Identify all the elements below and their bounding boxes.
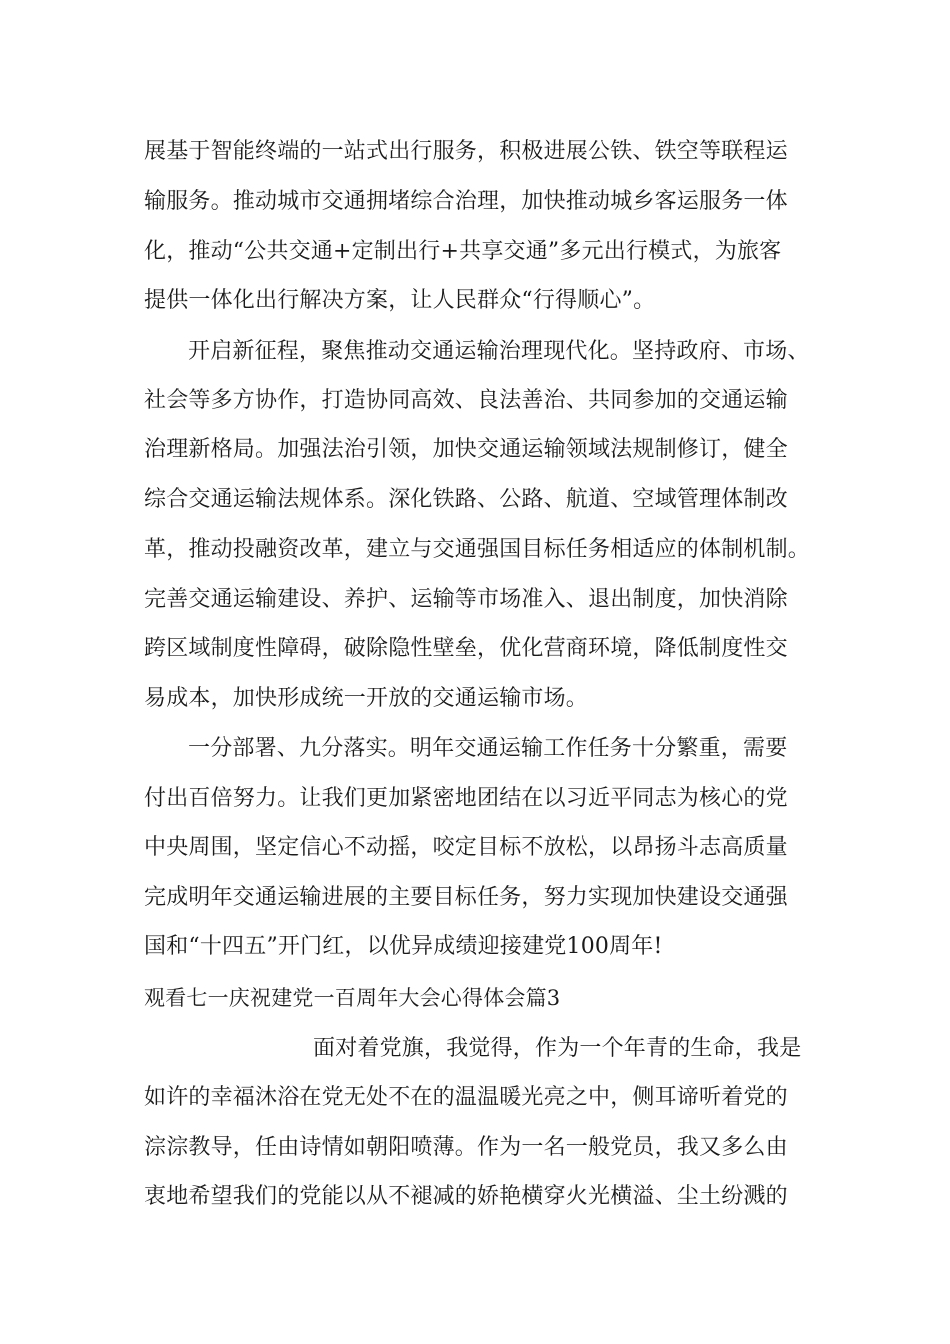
paragraph-line: 提供一体化出行解决方案，让人民群众“行得顺心”。 (144, 288, 656, 313)
section-heading: 观看七一庆祝建党一百周年大会心得体会篇3 (144, 986, 561, 1010)
paragraph-line: 化，推动“公共交通+定制出行+共享交通”多元出行模式，为旅客 (144, 239, 782, 264)
paragraph-line: 跨区域制度性障碍，破除隐性壁垒，优化营商环境，降低制度性交 (144, 636, 788, 661)
paragraph-line: 综合交通运输法规体系。深化铁路、公路、航道、空域管理体制改 (144, 487, 788, 512)
paragraph-line: 面对着党旗，我觉得，作为一个年青的生命，我是 (313, 1036, 802, 1061)
paragraph-line: 衷地希望我们的党能以从不褪减的娇艳横穿火光横溢、尘土纷溅的 (144, 1184, 788, 1209)
paragraph-line: 治理新格局。加强法治引领，加快交通运输领域法规制修订，健全 (144, 437, 788, 462)
paragraph-line: 易成本，加快形成统一开放的交通运输市场。 (144, 686, 589, 711)
paragraph-line: 如许的幸福沐浴在党无处不在的温温暖光亮之中，侧耳谛听着党的 (144, 1085, 788, 1110)
paragraph-line: 展基于智能终端的一站式出行服务，积极进展公铁、铁空等联程运 (144, 139, 788, 164)
paragraph-line: 革，推动投融资改革，建立与交通强国目标任务相适应的体制机制。 (144, 537, 811, 562)
paragraph-line: 完成明年交通运输进展的主要目标任务，努力实现加快建设交通强 (144, 885, 788, 910)
paragraph-line: 淙淙教导，任由诗情如朝阳喷薄。作为一名一般党员，我又多么由 (144, 1135, 788, 1160)
paragraph-line: 开启新征程，聚焦推动交通运输治理现代化。坚持政府、市场、 (188, 339, 810, 364)
paragraph-line: 中央周围，坚定信心不动摇，咬定目标不放松，以昂扬斗志高质量 (144, 835, 788, 860)
paragraph-line: 国和“十四五”开门红，以优异成绩迎接建党100周年! (144, 934, 663, 959)
paragraph-line: 一分部署、九分落实。明年交通运输工作任务十分繁重，需要 (188, 736, 788, 761)
paragraph-line: 付出百倍努力。让我们更加紧密地团结在以习近平同志为核心的党 (144, 786, 788, 811)
paragraph-line: 完善交通运输建设、养护、运输等市场准入、退出制度，加快消除 (144, 587, 788, 612)
paragraph-line: 输服务。推动城市交通拥堵综合治理，加快推动城乡客运服务一体 (144, 189, 788, 214)
paragraph-line: 社会等多方协作，打造协同高效、良法善治、共同参加的交通运输 (144, 388, 788, 413)
